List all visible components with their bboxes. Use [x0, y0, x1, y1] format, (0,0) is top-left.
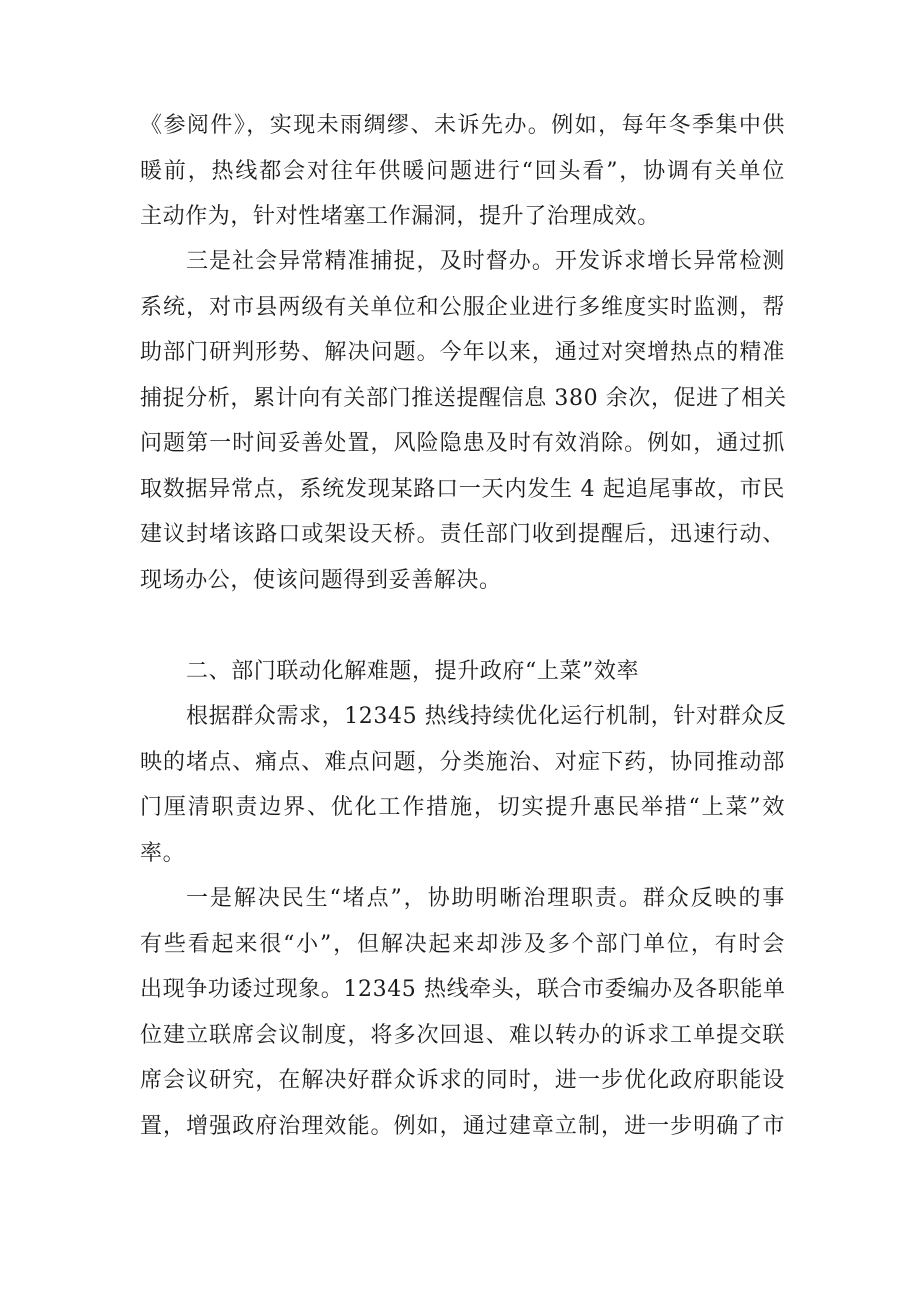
text-line: 主动作为，针对性堵塞工作漏洞，提升了治理成效。: [140, 204, 660, 229]
text-line: 席会议研究，在解决好群众诉求的同时，进一步优化政府职能设: [140, 1068, 785, 1093]
text-line: 门厘清职责边界、优化工作措施，切实提升惠民举措“上菜”效: [140, 795, 785, 820]
text-line: 根据群众需求，12345 热线持续优化运行机制，针对群众反: [186, 704, 787, 729]
section-heading: [140, 649, 785, 695]
text-line: 助部门研判形势、解决问题。今年以来，通过对突增热点的精准: [140, 340, 785, 365]
text-line: 位建立联席会议制度，将多次回退、难以转办的诉求工单提交联: [140, 1022, 785, 1048]
paragraph-2: [140, 239, 785, 603]
text-line: 映的堵点、痛点、难点问题，分类施治、对症下药，协同推动部: [140, 749, 785, 775]
text-line: 系统，对市县两级有关单位和公服企业进行多维度实时监测，帮: [140, 294, 785, 320]
text-line: 置，增强政府治理效能。例如，通过建章立制，进一步明确了市: [140, 1113, 785, 1139]
text-line: 取数据异常点，系统发现某路口一天内发生 4 起追尾事故，市民: [140, 476, 785, 502]
paragraph-4: [140, 876, 785, 1149]
paragraph-1: [140, 103, 785, 240]
paragraph-3: [140, 694, 785, 876]
text-line: 捕捉分析，累计向有关部门推送提醒信息 380 余次，促进了相关: [140, 385, 787, 411]
text-line: 出现争功诿过现象。12345 热线牵头，联合市委编办及各职能单: [140, 977, 786, 1002]
text-line: 有些看起来很“小”，但解决起来却涉及多个部门单位，有时会: [140, 931, 785, 957]
heading-line: 二、部门联动化解难题，提升政府“上菜”效率: [186, 659, 640, 684]
text-line: 《参阅件》，实现未雨绸缪、未诉先办。例如，每年冬季集中供: [140, 113, 785, 138]
text-line: 现场办公，使该问题得到妥善解决。: [140, 567, 502, 593]
text-line: 三是社会异常精准捕捉，及时督办。开发诉求增长异常检测: [186, 249, 785, 274]
text-line: 建议封堵该路口或架设天桥。责任部门收到提醒后，迅速行动、: [140, 522, 785, 547]
text-line: 问题第一时间妥善处置，风险隐患及时有效消除。例如，通过抓: [140, 431, 785, 456]
text-line: 一是解决民生“堵点”，协助明晰治理职责。群众反映的事: [186, 886, 785, 911]
text-line: 暖前，热线都会对往年供暖问题进行“回头看”，协调有关单位: [140, 158, 785, 184]
text-line: 率。: [140, 840, 186, 866]
